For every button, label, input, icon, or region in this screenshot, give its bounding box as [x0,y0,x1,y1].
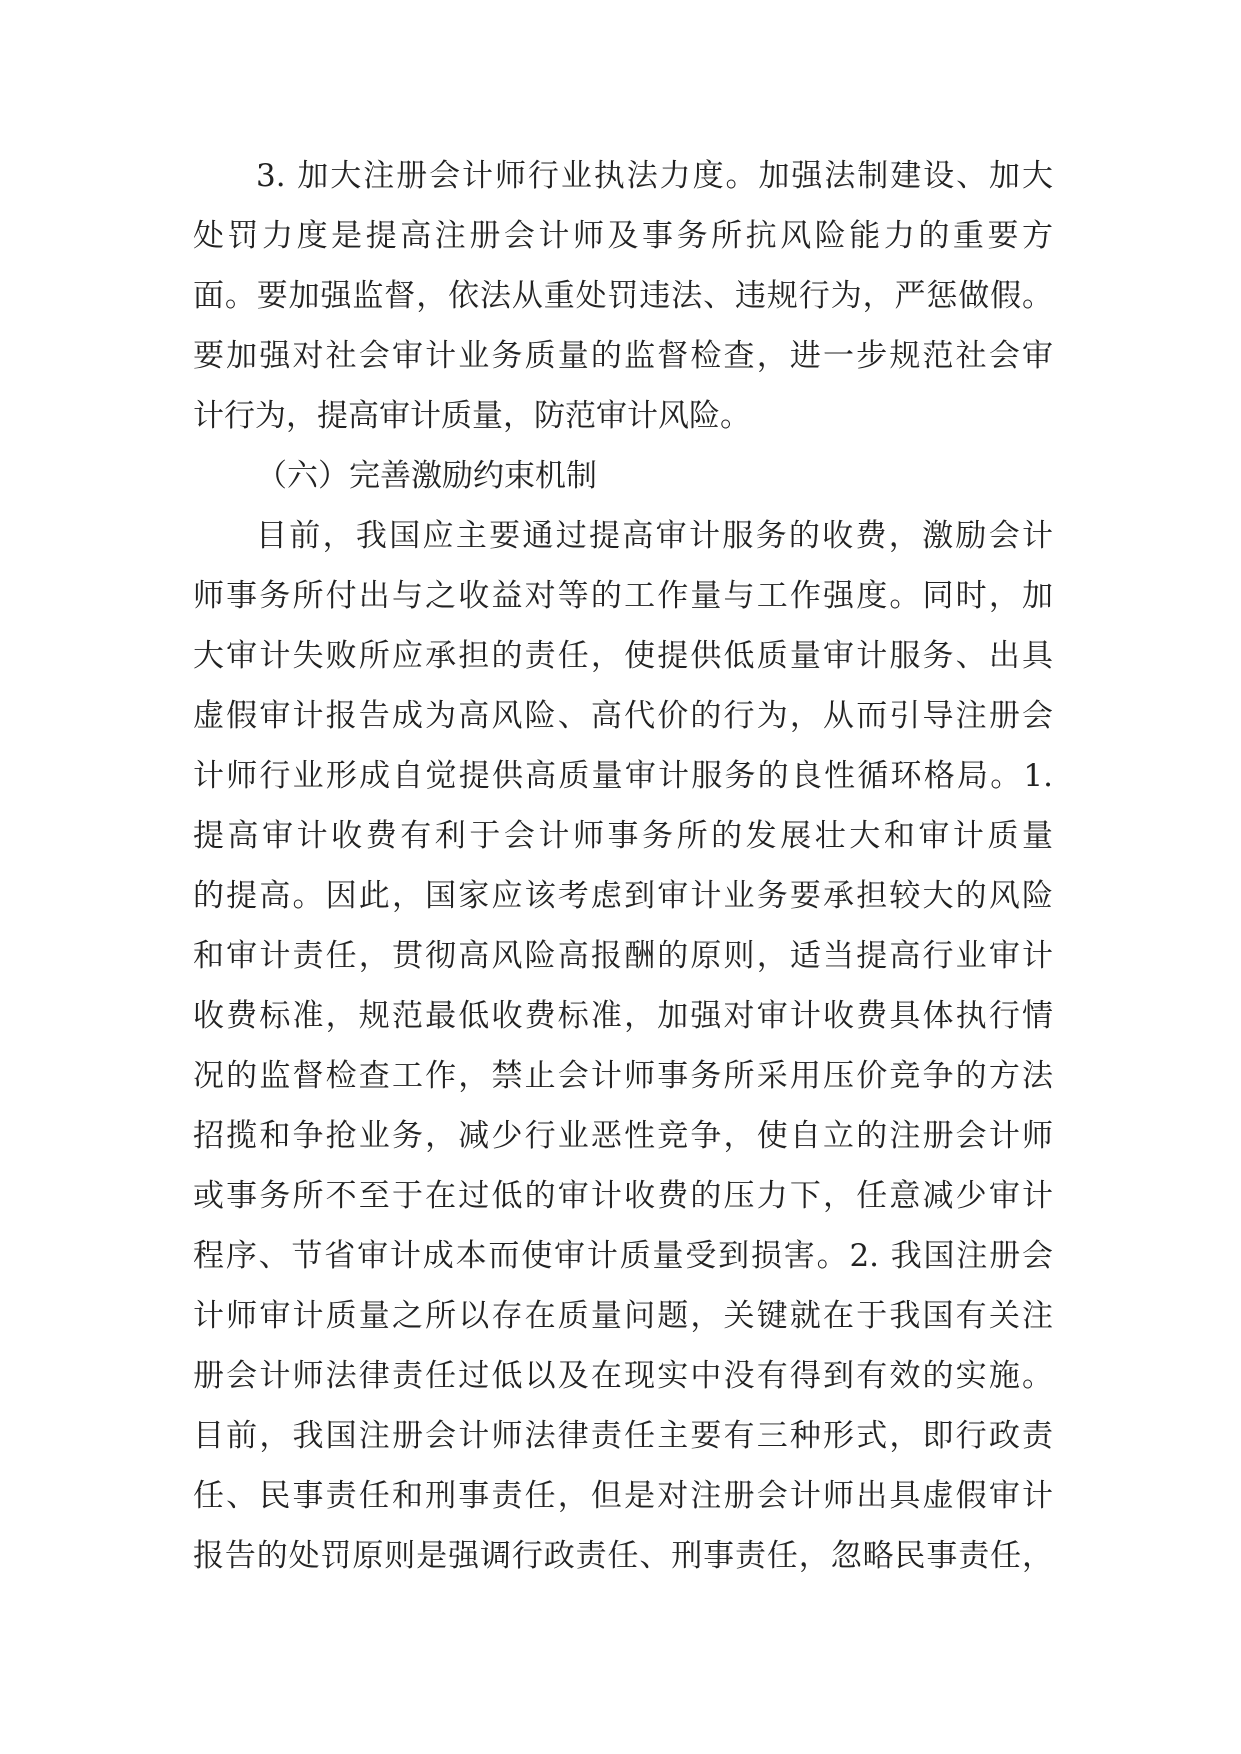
paragraph-6-line-14: 计师审计质量之所以存在质量问题，关键就在于我国有关注 [193,1298,1053,1334]
paragraph-6-line-2: 师事务所付出与之收益对等的工作量与工作强度。同时，加 [193,578,1053,614]
paragraph-6-line-9: 收费标准，规范最低收费标准，加强对审计收费具体执行情 [193,998,1053,1034]
paragraph-3-line-4: 要加强对社会审计业务质量的监督检查，进一步规范社会审 [193,338,1053,374]
paragraph-6-line-1: 目前，我国应主要通过提高审计服务的收费，激励会计 [256,518,1053,554]
paragraph-6-line-3: 大审计失败所应承担的责任，使提供低质量审计服务、出具 [193,638,1053,674]
paragraph-6-line-11: 招揽和争抢业务，减少行业恶性竞争，使自立的注册会计师 [193,1118,1053,1154]
paragraph-6-line-8: 和审计责任，贯彻高风险高报酬的原则，适当提高行业审计 [193,938,1053,974]
paragraph-3-line-1: 3. 加大注册会计师行业执法力度。加强法制建设、加大 [256,158,1053,194]
paragraph-6-line-7: 的提高。因此，国家应该考虑到审计业务要承担较大的风险 [193,878,1053,914]
section-heading-six: （六）完善激励约束机制 [256,458,597,494]
paragraph-6-line-10: 况的监督检查工作，禁止会计师事务所采用压价竞争的方法 [193,1058,1053,1094]
paragraph-6-line-15: 册会计师法律责任过低以及在现实中没有得到有效的实施。 [193,1358,1053,1394]
paragraph-3-line-3: 面。要加强监督，依法从重处罚违法、违规行为，严惩做假。 [193,278,1053,314]
paragraph-6-line-4: 虚假审计报告成为高风险、高代价的行为，从而引导注册会 [193,698,1053,734]
paragraph-6-line-5: 计师行业形成自觉提供高质量审计服务的良性循环格局。1. [193,758,1053,794]
paragraph-6-line-16: 目前，我国注册会计师法律责任主要有三种形式，即行政责 [193,1418,1053,1454]
paragraph-3-line-2: 处罚力度是提高注册会计师及事务所抗风险能力的重要方 [193,218,1053,254]
paragraph-3-line-5: 计行为，提高审计质量，防范审计风险。 [193,398,751,434]
paragraph-6-line-12: 或事务所不至于在过低的审计收费的压力下，任意减少审计 [193,1178,1053,1214]
paragraph-6-line-13: 程序、节省审计成本而使审计质量受到损害。2. 我国注册会 [193,1238,1053,1274]
paragraph-6-line-6: 提高审计收费有利于会计师事务所的发展壮大和审计质量 [193,818,1053,854]
paragraph-6-line-18: 报告的处罚原则是强调行政责任、刑事责任，忽略民事责任， [193,1538,1053,1574]
paragraph-6-line-17: 任、民事责任和刑事责任，但是对注册会计师出具虚假审计 [193,1478,1053,1514]
